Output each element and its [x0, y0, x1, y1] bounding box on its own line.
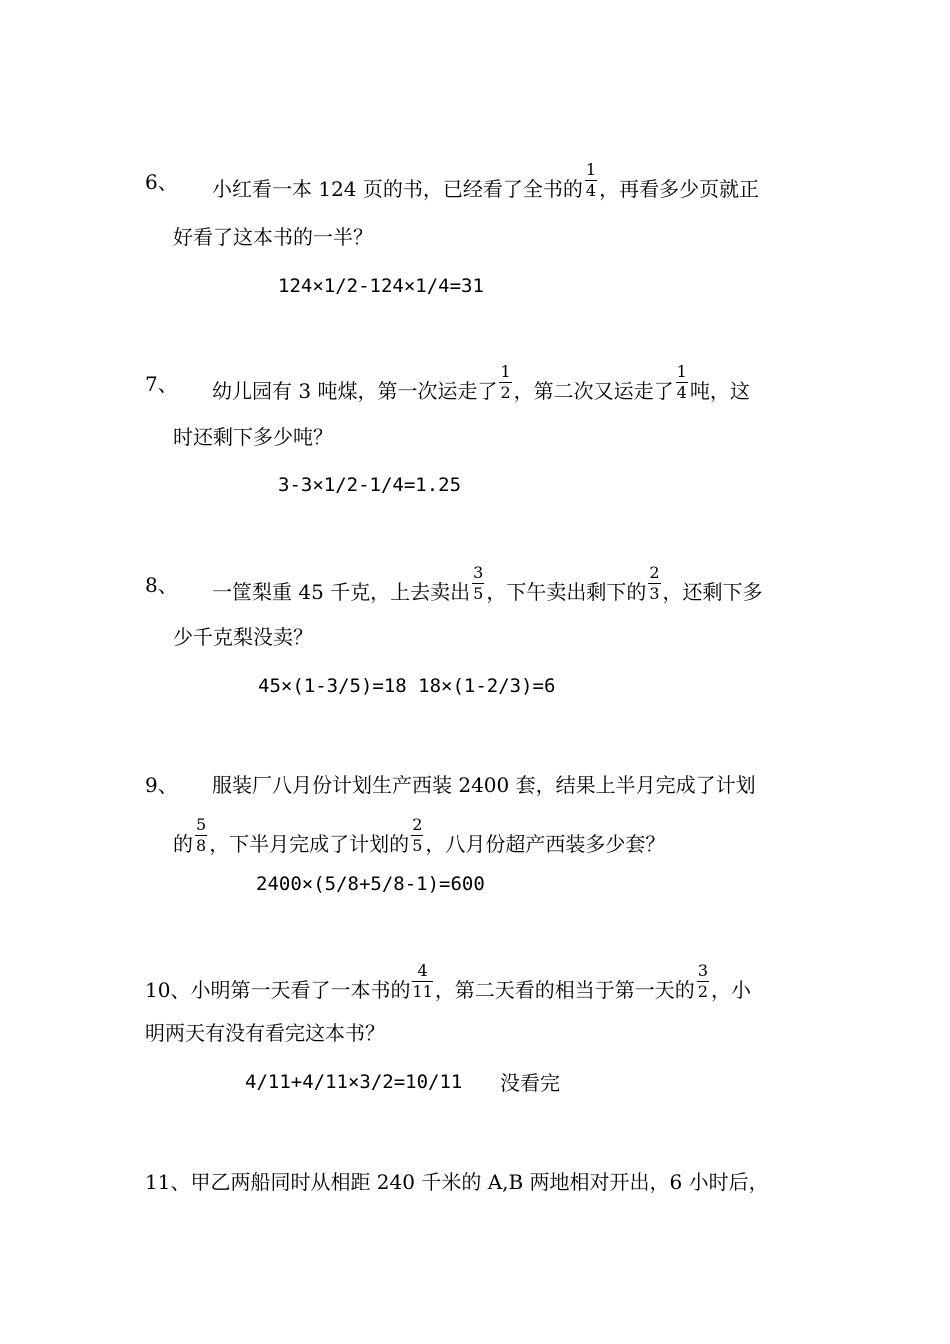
- fraction-numerator: 5: [196, 815, 207, 834]
- problem-6-text-b: ，再看多少页就正: [599, 177, 760, 201]
- problem-6-line2: 好看了这本书的一半？: [173, 225, 373, 249]
- problem-9-line1: 服装厂八月份计划生产西装 2400 套，结果上半月完成了计划: [212, 773, 756, 797]
- fraction-numerator: 4: [412, 963, 432, 982]
- fraction-numerator: 1: [585, 160, 597, 179]
- problem-10-text-a: 小明第一天看了一本书的: [190, 978, 411, 1002]
- problem-8-line1: [212, 565, 763, 602]
- fraction: [697, 963, 709, 1000]
- problem-9-text-c: ，八月份超产西装多少套？: [425, 832, 666, 856]
- problem-8-line2: 少千克梨没卖？: [173, 625, 313, 649]
- problem-10-line1: [145, 963, 751, 1000]
- fraction: [411, 817, 423, 854]
- problem-10-line2: 明两天有没有看完这本书？: [145, 1021, 385, 1045]
- problem-6-line1: [212, 162, 759, 199]
- problem-7-text-c: 吨，这: [689, 379, 750, 403]
- problem-7-text-a: 幼儿园有 3 吨煤，第一次运走了: [212, 379, 498, 403]
- fraction-numerator: 1: [676, 362, 687, 381]
- problem-10-text-b: ，第二天看的相当于第一天的: [434, 978, 695, 1002]
- fraction-denominator: 4: [676, 383, 687, 402]
- problem-10-answer: 4/11+4/11×3/2=10/11: [245, 1071, 463, 1093]
- fraction-denominator: 5: [412, 836, 423, 855]
- problem-10-text-c: ，小: [711, 978, 751, 1002]
- problem-6-text-a: 小红看一本 124 页的书，已经看了全书的: [212, 177, 583, 201]
- fraction-denominator: 8: [196, 836, 207, 855]
- problem-9-text-b: ，下半月完成了计划的: [209, 832, 410, 856]
- problem-8-text-b: ，下午卖出剩下的: [486, 580, 647, 604]
- problem-11-number: 11、: [145, 1170, 191, 1194]
- problem-6-number: 6、: [145, 170, 178, 194]
- fraction-numerator: 2: [412, 815, 423, 834]
- problem-11-line1: [145, 1172, 769, 1192]
- fraction-denominator: 11: [412, 982, 433, 1001]
- fraction-numerator: 1: [500, 362, 511, 381]
- problem-9-answer: 2400×(5/8+5/8-1)=600: [256, 873, 485, 895]
- fraction: [499, 364, 511, 401]
- fraction: [676, 364, 688, 401]
- problem-8-answer: 45×(1-3/5)=18 18×(1-2/3)=6: [258, 675, 556, 697]
- fraction-numerator: 2: [649, 563, 660, 582]
- fraction-denominator: 3: [649, 584, 660, 603]
- problem-7-line1: [212, 364, 750, 401]
- fraction-denominator: 2: [500, 383, 511, 402]
- problem-10-answer-note: 没看完: [500, 1071, 560, 1095]
- fraction-numerator: 3: [473, 563, 484, 582]
- problem-8-number: 8、: [145, 573, 178, 597]
- problem-7-answer: 3-3×1/2-1/4=1.25: [278, 474, 462, 496]
- problem-7-line2: 时还剩下多少吨？: [173, 425, 333, 449]
- fraction: [648, 565, 660, 602]
- problem-6-answer: 124×1/2-124×1/4=31: [278, 275, 484, 297]
- problem-7-number: 7、: [145, 372, 178, 396]
- fraction: [195, 817, 207, 854]
- fraction: [472, 565, 484, 602]
- problem-9-text-a: 的: [173, 832, 193, 856]
- fraction-numerator: 3: [697, 961, 708, 980]
- problem-10-number: 10、: [145, 978, 191, 1002]
- problem-11-text-a: 甲乙两船同时从相距 240 千米的 A,B 两地相对开出，6 小时后，: [190, 1170, 769, 1194]
- fraction-denominator: 4: [585, 181, 597, 200]
- problem-8-text-a: 一筐梨重 45 千克，上去卖出: [212, 580, 471, 604]
- fraction: [412, 963, 432, 1000]
- problem-8-text-c: ，还剩下多: [662, 580, 763, 604]
- fraction-denominator: 2: [697, 982, 708, 1001]
- fraction: [585, 162, 597, 199]
- problem-7-text-b: ，第二次又运走了: [513, 379, 674, 403]
- problem-9-line2: [173, 817, 665, 854]
- fraction-denominator: 5: [473, 584, 484, 603]
- problem-9-number: 9、: [145, 773, 178, 797]
